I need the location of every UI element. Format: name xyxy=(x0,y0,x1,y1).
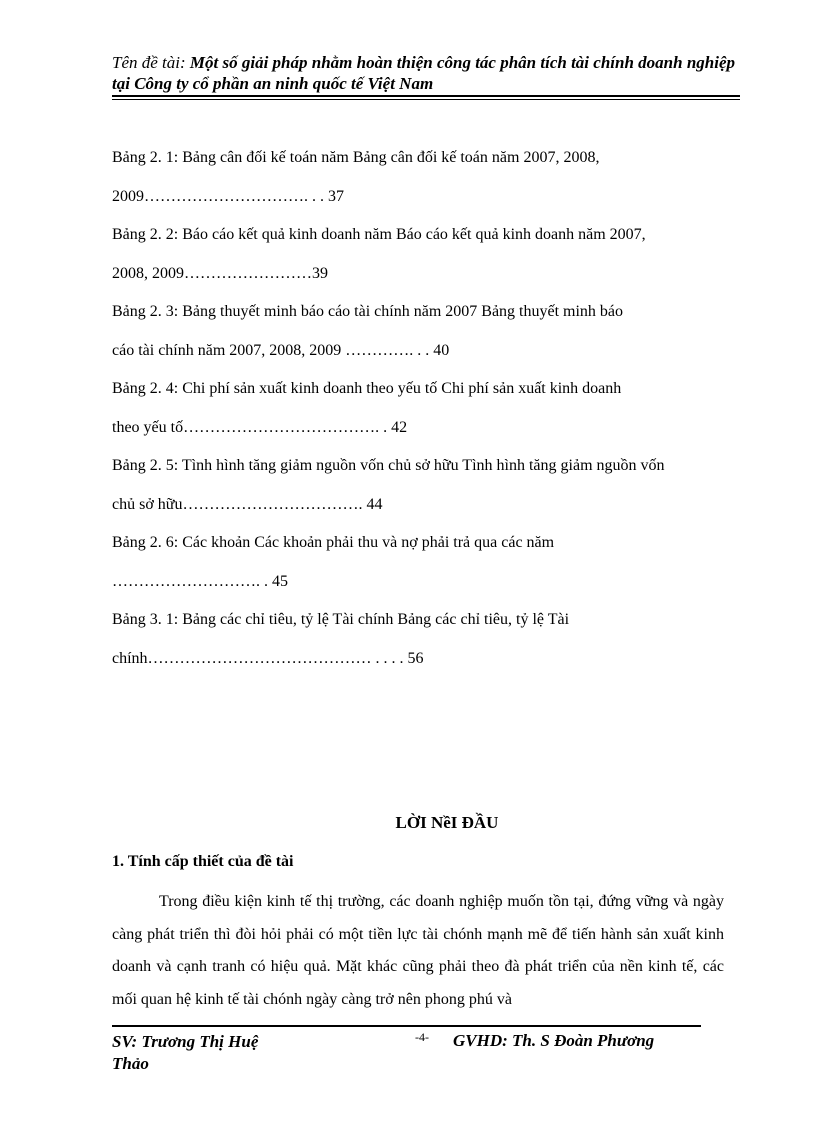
toc-entry[interactable] xyxy=(112,374,732,451)
toc-entry-line2: ………………………. . 45 xyxy=(112,572,288,590)
header-rule-thin xyxy=(112,99,740,100)
table-of-figures xyxy=(112,143,732,682)
toc-entry[interactable] xyxy=(112,528,732,605)
page-header xyxy=(112,52,740,94)
header-prefix: Tên đề tài: xyxy=(112,53,190,72)
toc-entry[interactable] xyxy=(112,143,732,220)
toc-entry[interactable] xyxy=(112,451,732,528)
footer-rule xyxy=(112,1025,701,1027)
toc-entry-line2: 2008, 2009……………………39 xyxy=(112,264,328,282)
section-title: LỜI NềI ĐẦU xyxy=(395,813,499,832)
toc-entry[interactable] xyxy=(112,605,732,682)
toc-entry-line1: Bảng 2. 6: Các khoản Các khoản phải thu và nợ phải trả qua các năm xyxy=(112,534,555,551)
toc-entry-line2: chính…………………………………… . . . . 56 xyxy=(112,649,424,667)
page-number: -4- xyxy=(415,1030,429,1044)
toc-entry-line1: Bảng 2. 3: Bảng thuyết minh báo cáo tài chính năm 2007 Bảng thuyết minh báo xyxy=(112,303,624,320)
toc-entry-line2: chủ sở hữu……………………………. 44 xyxy=(112,495,383,513)
header-rule-thick xyxy=(112,95,740,97)
header-title: Một số giải pháp nhằm hoàn thiện công tác phân tích tài chính doanh nghiệp tại Công ty cổ phần an ninh quốc tế Việt Nam xyxy=(112,53,735,93)
footer-supervisor: GVHD: Th. S Đoàn Phương xyxy=(453,1031,655,1050)
toc-entry[interactable] xyxy=(112,220,732,297)
toc-entry-line1: Bảng 2. 1: Bảng cân đối kế toán năm Bảng cân đối kế toán năm 2007, 2008, xyxy=(112,149,600,166)
footer-student: SV: Trương Thị Huệ Thảo xyxy=(112,1032,259,1073)
toc-entry-line1: Bảng 3. 1: Bảng các chỉ tiêu, tỷ lệ Tài chính Bảng các chỉ tiêu, tỷ lệ Tài xyxy=(112,611,570,628)
toc-entry[interactable] xyxy=(112,297,732,374)
toc-entry-line2: cáo tài chính năm 2007, 2008, 2009 …………. . . 40 xyxy=(112,341,450,359)
toc-entry-line1: Bảng 2. 2: Báo cáo kết quả kinh doanh năm Báo cáo kết quả kinh doanh năm 2007, xyxy=(112,226,646,243)
toc-entry-line1: Bảng 2. 4: Chi phí sản xuất kinh doanh theo yếu tố Chi phí sản xuất kinh doanh xyxy=(112,380,622,397)
subheading: 1. Tính cấp thiết của đề tài xyxy=(112,853,294,870)
body-paragraph: Trong điều kiện kinh tế thị trường, các doanh nghiệp muốn tồn tại, đứng vững và ngày càng phát triển thì đòi hỏi phải có một tiền lực tài chónh mạnh mẽ để tiến hành sản xuất kinh doanh và cạnh tranh có hiệu quả. Mặt khác cũng phải theo đà phát triển của nền kinh tế, các mối quan hệ kinh tế tài chónh ngày càng trở nên phong phú và xyxy=(112,893,724,1008)
toc-entry-line1: Bảng 2. 5: Tình hình tăng giảm nguồn vốn chủ sở hữu Tình hình tăng giảm nguồn vốn xyxy=(112,457,665,474)
toc-entry-line2: theo yếu tố………………………………. . 42 xyxy=(112,418,408,436)
toc-entry-line2: 2009…………………………. . . 37 xyxy=(112,187,344,205)
